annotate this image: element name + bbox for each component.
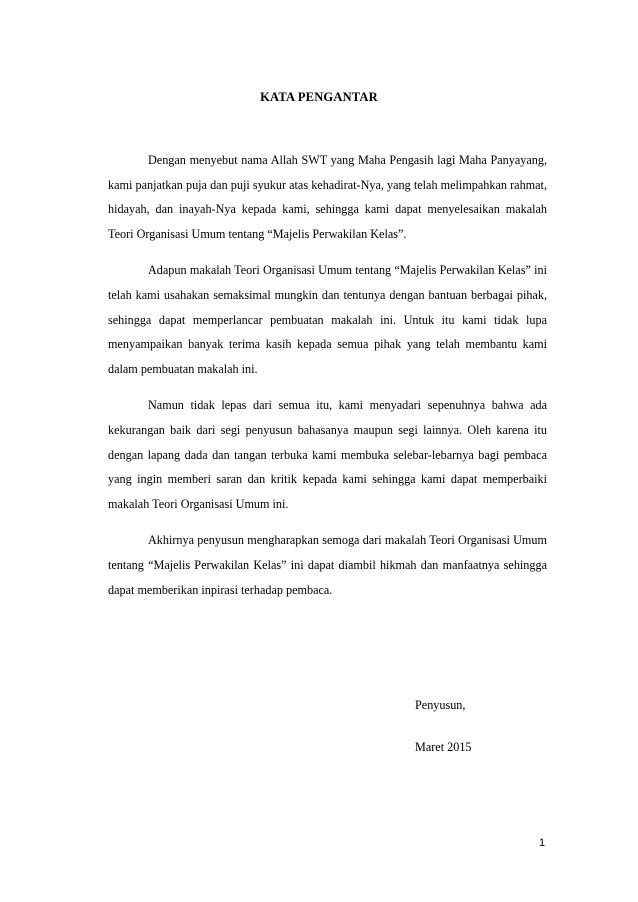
- paragraph-1: Dengan menyebut nama Allah SWT yang Maha Pengasih lagi Maha Panyayang, kami panjatkan puja dan puji syukur atas kehadirat-Nya, yang telah melimpahkan rahmat, hidayah, dan inayah-Nya kepada kami, sehingga kami dapat menyelesaikan makalah Teori Organisasi Umum tentang “Majelis Perwakilan Kelas”.: [108, 153, 547, 241]
- document-body: [108, 148, 547, 614]
- page-number: 1: [539, 837, 546, 849]
- paragraph-2: Adapun makalah Teori Organisasi Umum tentang “Majelis Perwakilan Kelas” ini telah kami usahakan semaksimal mungkin dan tentunya dengan bantuan berbagai pihak, sehingga dapat memperlancar pembuatan makalah ini. Untuk itu kami tidak lupa menyampaikan banyak terima kasih kepada semua pihak yang telah membantu kami dalam pembuatan makalah ini.: [108, 263, 547, 376]
- signature-author: Penyusun,: [415, 698, 466, 712]
- signature-date: Maret 2015: [415, 740, 472, 754]
- page-title: KATA PENGANTAR: [260, 90, 378, 104]
- paragraph-4: Akhirnya penyusun mengharapkan semoga dari makalah Teori Organisasi Umum tentang “Majelis Perwakilan Kelas” ini dapat diambil hikmah dan manfaatnya sehingga dapat memberikan inpirasi terhadap pembaca.: [108, 533, 547, 597]
- paragraph-3: Namun tidak lepas dari semua itu, kami menyadari sepenuhnya bahwa ada kekurangan baik dari segi penyusun bahasanya maupun segi lainnya. Oleh karena itu dengan lapang dada dan tangan terbuka kami membuka selebar-lebarnya bagi pembaca yang ingin memberi saran dan kritik kepada kami sehingga kami dapat memperbaiki makalah Teori Organisasi Umum ini.: [108, 398, 547, 511]
